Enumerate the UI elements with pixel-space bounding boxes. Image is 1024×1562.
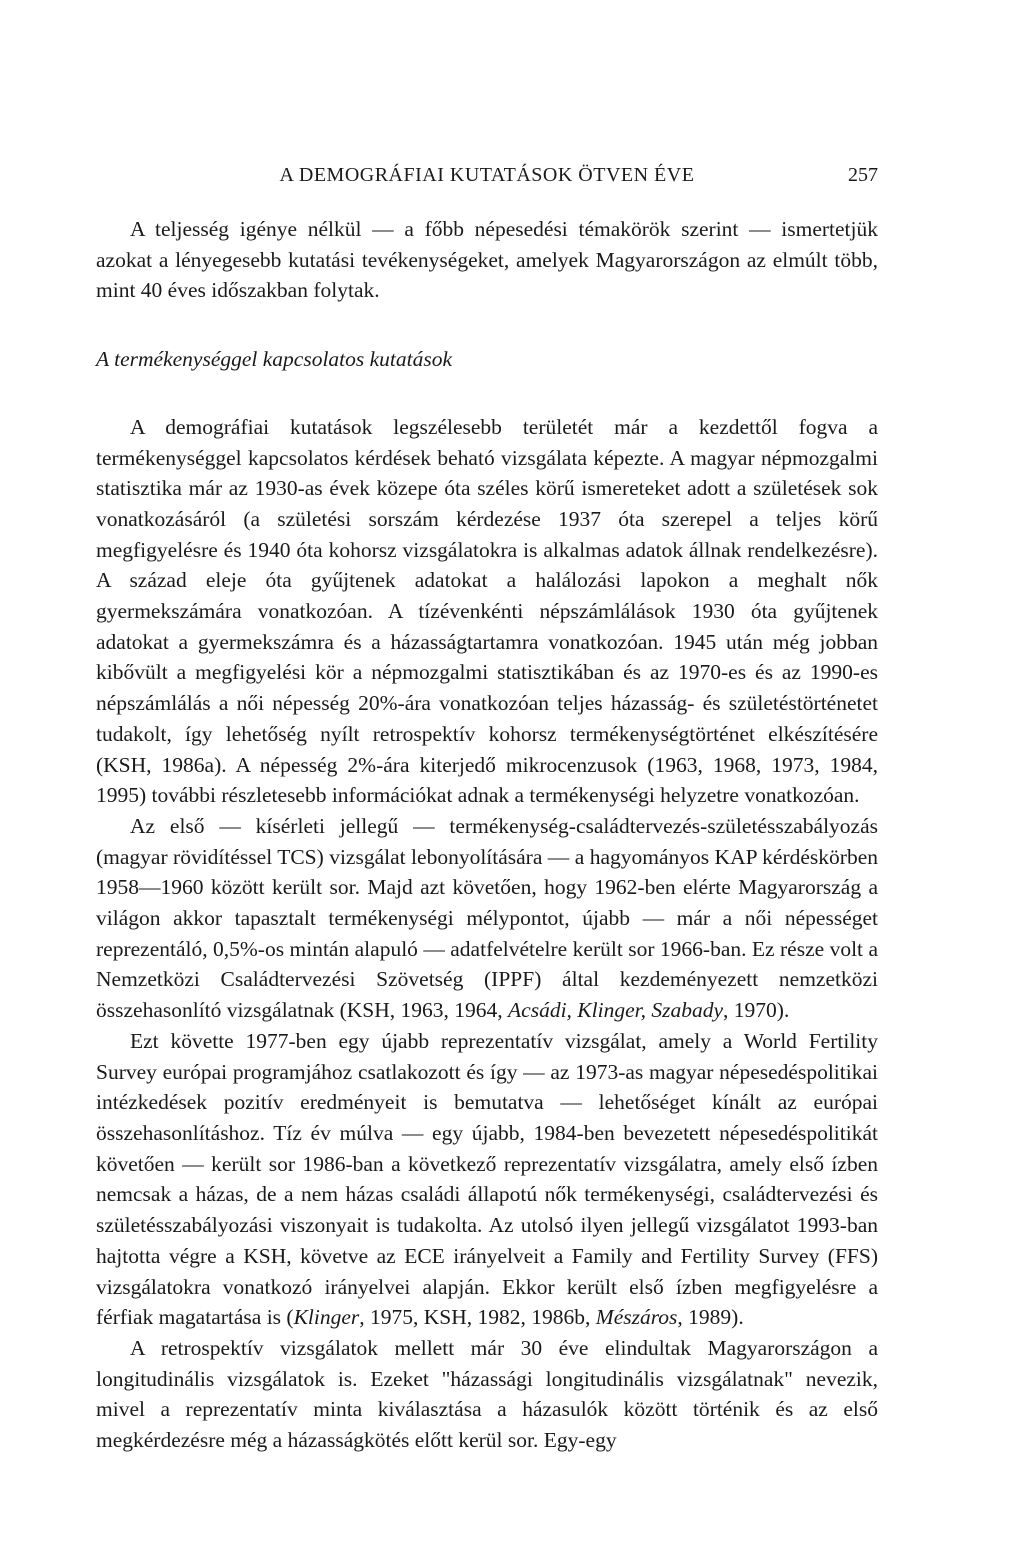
paragraph-3-text: Ezt követte 1977-ben egy újabb reprezentatív vizsgálat, amely a World Fertility Survey európai programjához csatlakozott és így — az 1973-as magyar népesedéspolitikai intézkedések pozitív eredményeit is bemutatva — lehetőséget kínált az európai összehasonlításhoz. Tíz év múlva — egy újabb, 1984-ben bevezetett népesedéspolitikát követően — került sor 1986-ban a következő reprezentatív vizsgálatra, amely első ízben nemcsak a házas, de a nem házas családi állapotú nők termékenységi, családtervezési és születésszabályozási viszonyait is tudakolta. Az utolsó ilyen jellegű vizsgálatot 1993-ban hajtotta végre a KSH, követve az ECE irányelveit a Family and Fertility Survey (FFS) vizsgálatokra vonatkozó irányelvei alapján. Ekkor került első ízben megfigyelésre a férfiak magatartása is ( (96, 1028, 878, 1330)
paragraph-4: A retrospektív vizsgálatok mellett már 30 éve elindultak Magyarországon a longitudinális vizsgálatok is. Ezeket "házassági longitudinális vizsgálatnak" nevezik, mivel a reprezentatív minta kiválasztása a házasulók között történik és az első megkérdezésre még a házasságkötés előtt kerül sor. Egy-egy (96, 1335, 878, 1453)
document-page (96, 158, 878, 1456)
section-heading: A termékenységgel kapcsolatos kutatások (96, 347, 453, 372)
citation-authors: Acsádi, Klinger, Szabady (508, 998, 724, 1023)
paragraph-2-text: Az első — kísérleti jellegű — termékenység-családtervezés-születésszabályozás (magyar rövidítéssel TCS) vizsgálat lebonyolítására — a hagyományos KAP kérdéskörben 1958—1960 között került sor. Majd azt követően, hogy 1962-ben elérte Magyarország a világon akkor tapasztalt termékenységi mélypontot, újabb — már a női népességet reprezentáló, 0,5%-os mintán alapuló — adatfelvételre került sor 1966-ban. Ez része volt a Nemzetközi Családtervezési Szövetség (IPPF) által kezdeményezett nemzetközi összehasonlító vizsgálatnak (KSH, 1963, 1964, (96, 813, 878, 1023)
paragraph-1: A demográfiai kutatások legszélesebb területét már a kezdettől fogva a termékenységgel kapcsolatos kérdések beható vizsgálata képezte. A magyar népmozgalmi statisztika már az 1930-as évek közepe óta széles körű ismereteket adott a születések sok vonatkozásáról (a születési sorszám kérdezése 1937 óta szerepel a teljes körű megfigyelésre és 1940 óta kohorsz vizsgálatokra is alkalmas adatok állnak rendelkezésre). A század eleje óta gyűjtenek adatokat a halálozási lapokon a meghalt nők gyermekszámára vonatkozóan. A tízévenkénti népszámlálások 1930 óta gyűjtenek adatokat a gyermekszámra és a házasságtartamra vonatkozóan. 1945 után még jobban kibővült a megfigyelési kör a népmozgalmi statisztikában és az 1970-es és az 1990-es népszámlálás a női népesség 20%-ára vonatkozóan teljes házasság- és születéstörténetet tudakolt, így lehetőség nyílt retrospektív kohorsz termékenységtörténet elkészítésére (KSH, 1986a). A népesség 2%-ára kiterjedő mikrocenzusok (1963, 1968, 1973, 1984, 1995) további részletesebb információkat adnak a termékenységi helyzetre vonatkozóan. (96, 414, 878, 808)
citation-author-klinger: Klinger (293, 1305, 360, 1330)
running-header (96, 158, 878, 192)
page-number: 257 (848, 164, 878, 186)
paragraph-3 (96, 1026, 878, 1333)
paragraph-2-end: , 1970). (723, 998, 790, 1023)
paragraph-3-end: , 1989). (677, 1305, 744, 1330)
body-text (96, 214, 878, 1456)
header-title: A DEMOGRÁFIAI KUTATÁSOK ÖTVEN ÉVE (279, 164, 695, 186)
paragraph-2 (96, 811, 878, 1026)
intro-paragraph: A teljesség igénye nélkül — a főbb népesedési témakörök szerint — ismertetjük azokat a lényegesebb kutatási tevékenységeket, amelyek Magyarországon az elmúlt több, mint 40 éves időszakban folytak. (96, 217, 878, 303)
paragraph-3-mid: , 1975, KSH, 1982, 1986b, (359, 1305, 596, 1330)
citation-author-meszaros: Mészáros (595, 1305, 678, 1330)
